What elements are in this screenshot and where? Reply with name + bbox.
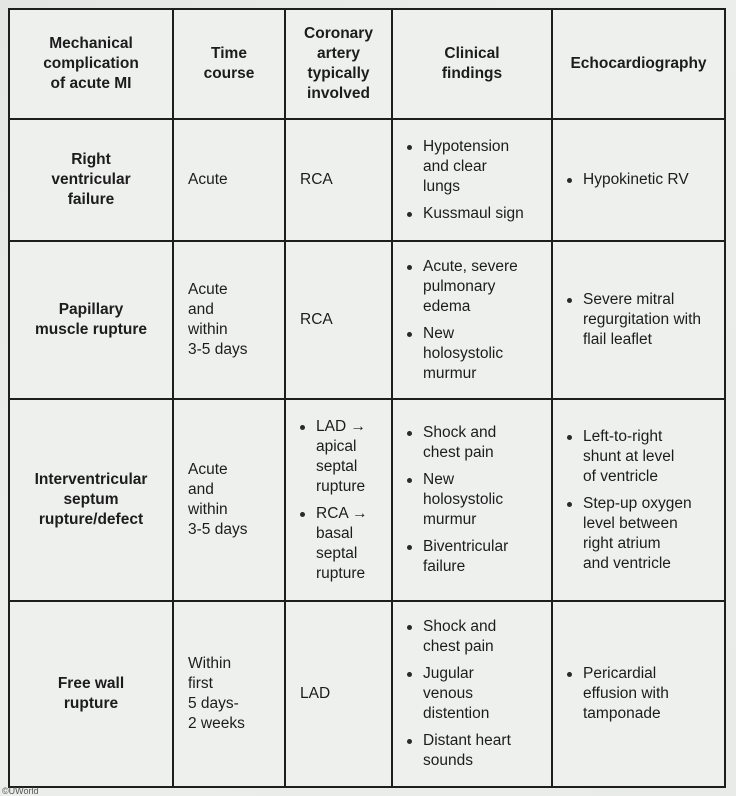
mi-complications-table [8, 8, 726, 788]
header-coronary-artery: Coronary artery typically involved [285, 9, 392, 119]
coronary-item: LAD → apical septal rupture [316, 417, 385, 497]
table-row [9, 601, 725, 787]
header-time-course: Time course [173, 9, 285, 119]
echocardiography-cell [552, 119, 725, 241]
clinical-finding-list [399, 423, 545, 577]
watermark: ©UWorld [2, 786, 39, 796]
clinical-findings-cell [392, 399, 552, 601]
table-row [9, 399, 725, 601]
echo-finding-item: Step-up oxygen level between right atrium and ventricle [583, 494, 718, 574]
clinical-finding-item: Hypotension and clear lungs [423, 137, 545, 197]
echocardiography-cell [552, 601, 725, 787]
coronary-item: RCA → basal septal rupture [316, 504, 385, 584]
clinical-finding-list [399, 257, 545, 384]
table-row [9, 241, 725, 399]
clinical-finding-item: Shock and chest pain [423, 423, 545, 463]
clinical-finding-list [399, 617, 545, 771]
echo-finding-list [559, 290, 718, 350]
echo-finding-list [559, 427, 718, 574]
clinical-finding-item: Jugular venous distention [423, 664, 545, 724]
complication-cell: Right ventricular failure [9, 119, 173, 241]
clinical-findings-cell [392, 241, 552, 399]
header-echocardiography: Echocardiography [552, 9, 725, 119]
clinical-findings-cell [392, 601, 552, 787]
echo-finding-item: Left-to-right shunt at level of ventricle [583, 427, 718, 487]
table-row [9, 119, 725, 241]
coronary-value: LAD [300, 685, 331, 702]
clinical-findings-cell [392, 119, 552, 241]
coronary-artery-cell [285, 119, 392, 241]
time-course-cell: Acute and within 3-5 days [173, 399, 285, 601]
coronary-value: RCA [300, 311, 333, 328]
time-course-cell: Acute [173, 119, 285, 241]
clinical-finding-item: Kussmaul sign [423, 204, 545, 224]
echo-finding-item: Pericardial effusion with tamponade [583, 664, 718, 724]
echo-finding-list [559, 170, 718, 190]
time-course-cell: Within first 5 days- 2 weeks [173, 601, 285, 787]
clinical-finding-item: New holosystolic murmur [423, 470, 545, 530]
echo-finding-list [559, 664, 718, 724]
complication-cell: Free wall rupture [9, 601, 173, 787]
coronary-value: RCA [300, 171, 333, 188]
coronary-artery-cell [285, 241, 392, 399]
clinical-finding-list [399, 137, 545, 224]
clinical-finding-item: Distant heart sounds [423, 731, 545, 771]
echo-finding-item: Hypokinetic RV [583, 170, 718, 190]
table-body [9, 119, 725, 787]
echocardiography-cell [552, 399, 725, 601]
header-clinical-findings: Clinical findings [392, 9, 552, 119]
complication-cell: Papillary muscle rupture [9, 241, 173, 399]
header-row [9, 9, 725, 119]
echocardiography-cell [552, 241, 725, 399]
clinical-finding-item: Biventricular failure [423, 537, 545, 577]
header-complication: Mechanical complication of acute MI [9, 9, 173, 119]
time-course-cell: Acute and within 3-5 days [173, 241, 285, 399]
coronary-list [292, 417, 385, 584]
clinical-finding-item: Shock and chest pain [423, 617, 545, 657]
table-container [8, 8, 726, 788]
coronary-artery-cell [285, 399, 392, 601]
clinical-finding-item: New holosystolic murmur [423, 324, 545, 384]
echo-finding-item: Severe mitral regurgitation with flail leaflet [583, 290, 718, 350]
complication-cell: Interventricular septum rupture/defect [9, 399, 173, 601]
coronary-artery-cell [285, 601, 392, 787]
clinical-finding-item: Acute, severe pulmonary edema [423, 257, 545, 317]
